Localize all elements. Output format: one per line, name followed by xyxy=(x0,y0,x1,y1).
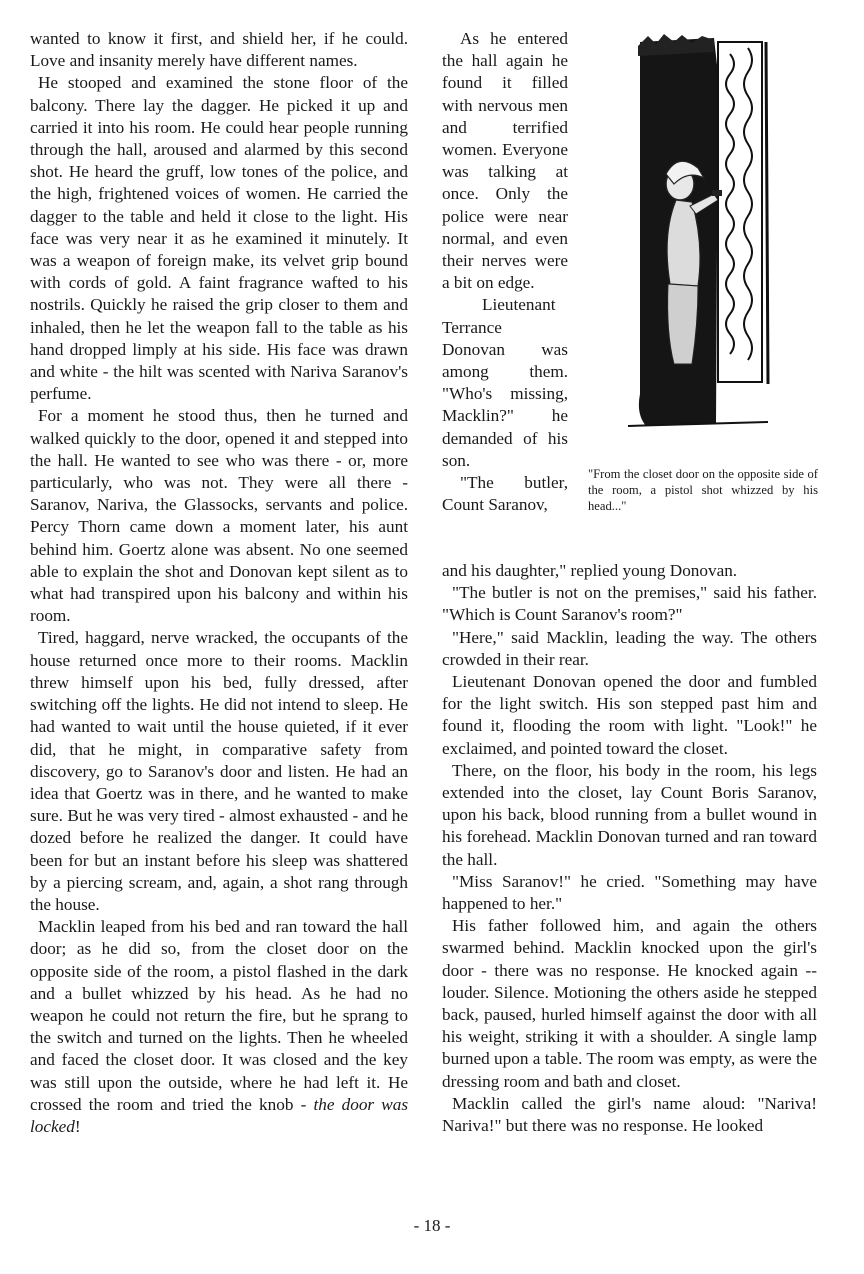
paragraph: Macklin called the girl's name aloud: "Nariva! Nariva!" but there was no response. He looked xyxy=(442,1093,817,1136)
page-number: - 18 - xyxy=(413,1216,451,1235)
illustration xyxy=(618,34,778,428)
illustration-drawing xyxy=(618,34,778,428)
left-column xyxy=(30,28,408,1138)
paragraph: wanted to know it first, and shield her, if he could. Love and insanity merely have different names. xyxy=(30,29,408,71)
paragraph-text: Macklin leaped from his bed and ran toward the hall door; as he did so, from the closet door on the opposite side of the room, a pistol flashed in the dark and a bullet whizzed by his head. As he had no weapon he could not return the fire, but he sprang to the switch and turned on the lights. Then he wheeled and faced the closet door. It was closed and the key was still upon the outside, where he had left it. He crossed the room and tried the knob - xyxy=(30,917,408,1114)
paragraph xyxy=(30,916,408,1138)
paragraph: He stooped and examined the stone floor of the balcony. There lay the dagger. He picked it up and carried it into his room. He could hear people running through the hall, aroused and alarmed by this second shot. He heard the gruff, low tones of the police, and the high, frightened voices of women. He carried the dagger to the table and held it close to the light. His face was very near it as he examined it minutely. It was a weapon of foreign make, its velvet grip bound with cords of gold. A faint fragrance wafted to his nostrils. Quickly he raised the grip closer to them and inhaled, then he let the weapon fall to the table as his hand dropped limply at his side. His face was drawn and white - the hilt was scented with Nariva Saranov's perfume. xyxy=(30,73,408,404)
right-column xyxy=(442,560,817,1137)
paragraph-end: ! xyxy=(74,1116,81,1136)
paragraph: and his daughter," replied young Donovan. xyxy=(442,561,738,580)
paragraph: "The butler, Count Saranov, xyxy=(442,473,568,515)
paragraph: "Here," said Macklin, leading the way. The others crowded in their rear. xyxy=(442,627,817,669)
paragraph: "Miss Saranov!" he cried. "Something may have happened to her." xyxy=(442,871,817,914)
paragraph: There, on the floor, his body in the room, his legs extended into the closet, lay Count Boris Saranov, upon his back, blood running from a bullet wound in his forehead. Macklin Donovan turned and ran toward the hall. xyxy=(442,760,817,869)
paragraph: As he entered the hall again he found it filled with nervous men and terrified women. Everyone was talking at once. Only the police were near normal, and even their nerves were a bit on edge. xyxy=(442,29,568,293)
narrow-column xyxy=(442,28,568,516)
paragraph: Lieutenant Donovan opened the door and fumbled for the light switch. His son stepped past him and found it, flooding the room with light. "Look!" he exclaimed, and pointed toward the closet. xyxy=(442,672,817,758)
paragraph: Lieutenant Terrance Donovan was among them. "Who's missing, Macklin?" he demanded of his son. xyxy=(442,295,568,470)
illustration-caption: "From the closet door on the opposite side of the room, a pistol shot whizzed by his head..." xyxy=(588,467,818,513)
italic-text: the door was locked xyxy=(30,1094,409,1136)
paragraph: "The butler is not on the premises," said his father. "Which is Count Saranov's room?" xyxy=(442,583,817,625)
paragraph: His father followed him, and again the others swarmed behind. Macklin knocked upon the girl's door - there was no response. He knocked again -- louder. Silence. Motioning the others aside he stepped back, paused, hurled himself against the door with all his weight, striking it with a shoulder. A single lamp burned upon a table. The room was empty, as were the dressing room and bath and closet. xyxy=(442,916,817,1091)
paragraph: For a moment he stood thus, then he turned and walked quickly to the door, opened it and stepped into the hall. He wanted to see who was there - or, more particularly, who was not. They were all there - Saranov, Nariva, the Glassocks, servants and police. Percy Thorn came down a moment later, his aunt behind him. Goertz alone was absent. No one seemed able to explain the shot and Donovan kept silent as to what had transpired upon his balcony and within his room. xyxy=(30,406,408,626)
paragraph: Tired, haggard, nerve wracked, the occupants of the house returned once more to their rooms. Macklin threw himself upon his bed, fully dressed, after switching off the lights. He did not intend to sleep. He had wanted to wait until the house quieted, if it ever did, that he might, in comparative safety from discovery, go to Saranov's door and listen. He had an idea that Goertz was in there, and he wanted to make sure. But he was very tired - almost exhausted - and he dozed before he realized the danger. It could have been for but an instant before his sleep was shattered by a piercing scream, and, again, a shot rang through the house. xyxy=(30,628,408,914)
